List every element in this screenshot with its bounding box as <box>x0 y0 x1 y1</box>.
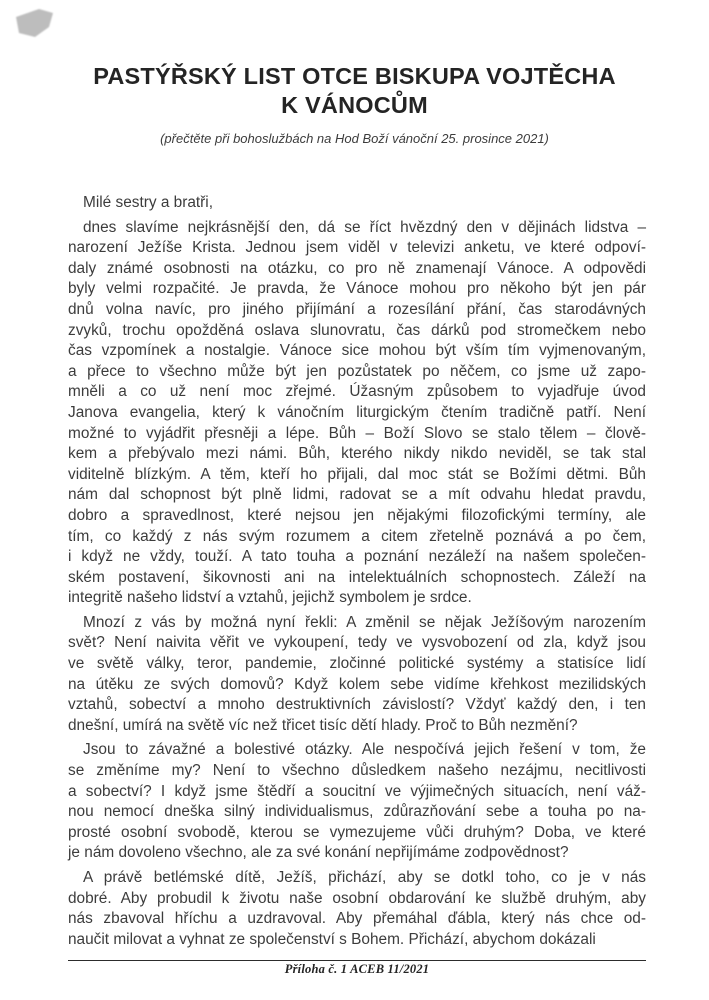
paragraph-line: byly velmi rozpačité. Je pravda, že Vánoce mohou pro někoho být jen pár <box>68 280 646 298</box>
paragraph-line: dobro a spravedlnost, které nejsou jen nějakými filozofickými termíny, ale <box>68 506 646 524</box>
paragraph-line: ve světě války, teror, pandemie, zločinné politické systémy a statisíce lidí <box>68 655 646 673</box>
paragraph <box>68 613 646 737</box>
footer-rule <box>68 960 646 961</box>
paragraph-line: a přece to všechno může být jen pozůstatek po něčem, co jsme už zapo- <box>68 362 646 380</box>
paragraph-line: i když ne vždy, touží. A tato touha a poznání nezáleží na našem společen- <box>68 548 646 566</box>
paragraph <box>68 193 646 214</box>
paragraph <box>68 740 646 864</box>
paragraph-line: prosté osobní svobodě, kterou se vymezujeme vůči druhým? Doba, ve které <box>68 823 646 841</box>
page-title-line2: K VÁNOCŮM <box>281 92 428 118</box>
paragraph-line: Jsou to závažné a bolestivé otázky. Ale nespočívá jejich řešení v tom, že <box>83 741 646 759</box>
paragraph-line: kem a přebývalo mezi námi. Bůh, kterého nikdy nikdo neviděl, se tak stal <box>68 445 646 463</box>
paragraph-line: možné to vyjádřit přesněji a lépe. Bůh – Boží Slovo se stalo tělem – člově- <box>68 424 646 442</box>
paragraph-line: tím, co každý z nás svým rozumem a citem zřetelně poznává a po čem, <box>68 527 646 545</box>
document-footer <box>68 960 646 977</box>
paragraph-line: A právě betlémské dítě, Ježíš, přichází, aby se dotkl toho, co je v nás <box>83 869 646 886</box>
page-title <box>0 62 709 120</box>
page-title-line1: PASTÝŘSKÝ LIST OTCE BISKUPA VOJTĚCHA <box>93 63 616 89</box>
paragraph-line: nás zbavoval hříchu a uzdravoval. Aby přemáhal ďábla, který nás chce od- <box>68 910 646 928</box>
paragraph-line: daly známé osobnosti na otázku, co pro ně znamenají Vánoce. A odpovědi <box>68 259 646 277</box>
footer-text: Příloha č. 1 ACEB 11/2021 <box>284 962 430 976</box>
paragraph-line: integritě našeho lidství a vztahů, jejichž symbolem je srdce. <box>68 589 472 607</box>
paragraph-line: naučit milovat a vyhnat ze společenství s Bohem. Přichází, abychom dokázali <box>68 930 596 948</box>
paragraph-line: se změníme my? Není to všechno důsledkem našeho nezájmu, necitlivosti <box>68 762 646 780</box>
paragraph-line: Janova evangelia, který k vánočním liturgickým čtením tradičně patří. Není <box>68 403 646 421</box>
paragraph-line: je nám dovoleno všechno, ale za své konání nepřijímáme zodpovědnost? <box>68 844 569 862</box>
paragraph-line: vztahů, sobectví a mnoho destruktivních závislostí? Vždyť každý den, i ten <box>68 696 646 714</box>
paragraph-line: zvyků, trochu opožděná oslava slunovratu, čas dárků pod stromečkem nebo <box>68 321 646 339</box>
scan-smudge-artifact <box>13 7 59 41</box>
paragraph-line: narození Ježíše Krista. Jednou jsem viděl v televizi anketu, ve které odpoví- <box>68 239 646 257</box>
paragraph-line: dobré. Aby probudil k životu naše osobní obdarování ke službě druhým, aby <box>68 889 646 907</box>
paragraph-line: a sobectví? I když jsme štědří a soucitní ve výjimečných situacích, není váž- <box>68 782 646 800</box>
paragraph-line: nám dal schopnost být plně lidmi, radovat se a mít odvahu hledat pravdu, <box>68 486 646 504</box>
document-header <box>0 62 709 146</box>
paragraph-line: Milé sestry a bratři, <box>83 194 213 211</box>
paragraph-line: dnešní, umírá na světě víc než třicet tisíc dětí hlady. Proč to Bůh nezmění? <box>68 716 578 734</box>
paragraph-line: viditelně blízkým. A těm, kteří ho přijali, dal moc stát se Božími dětmi. Bůh <box>68 465 646 483</box>
paragraph <box>68 218 646 609</box>
document-body <box>68 193 646 954</box>
paragraph-line: mněli a co už není moc zřejmé. Úžasným způsobem to vyjadřuje úvod <box>68 383 646 401</box>
paragraph <box>68 868 646 950</box>
paragraph-line: nou nemocí dneška silný individualismus, zdůrazňování sebe a touha po na- <box>68 803 646 821</box>
paragraph-line: čas vzpomínek a nostalgie. Vánoce sice mohou být vším tím vyjmenovaným, <box>68 342 646 360</box>
paragraph-line: dnů volna navíc, pro jiného přijímání a rozesílání přání, čas starodávných <box>68 300 646 318</box>
paragraph-line: Mnozí z vás by možná nyní řekli: A změnil se nějak Ježíšovým narozením <box>83 613 646 631</box>
paragraph-line: dnes slavíme nejkrásnější den, dá se říct hvězdný den v dějinách lidstva – <box>83 218 646 236</box>
page-subtitle: (přečtěte při bohoslužbách na Hod Boží vánoční 25. prosince 2021) <box>160 131 549 146</box>
paragraph-line: ském postavení, šikovnosti ani na intelektuálních schopnostech. Záleží na <box>68 568 646 586</box>
paragraph-line: na útěku ze svých domovů? Když kolem sebe vidíme křehkost mezilidských <box>68 675 646 693</box>
paragraph-line: svět? Není naivita věřit ve vykoupení, tedy ve vysvobození od zla, když jsou <box>68 634 646 652</box>
